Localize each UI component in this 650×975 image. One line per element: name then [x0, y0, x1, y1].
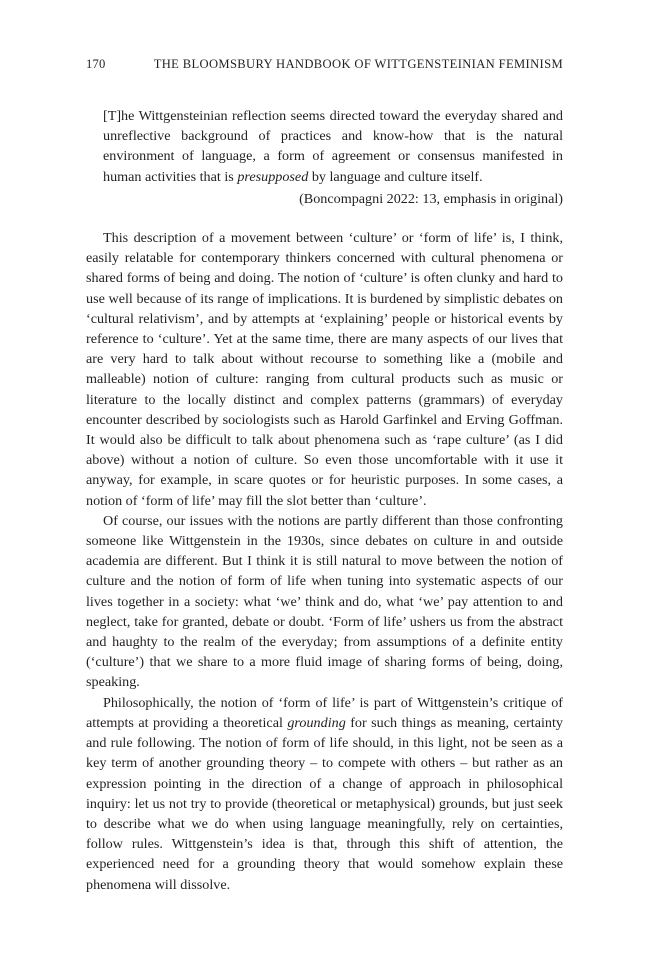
- body-text: [86, 228, 563, 895]
- quotation-text-after: by language and culture itself.: [308, 168, 483, 185]
- paragraph-3-emphasis: grounding: [287, 714, 346, 731]
- paragraph-2: Of course, our issues with the notions are partly different than those confronting someone like Wittgenstein in the 1930s, since debates on culture in and outside academia are different. But I think it is still natural to move between the notion of culture and the notion of form of life when tuning into systematic aspects of our lives together in a society: what ‘we’ think and do, what ‘we’ pay attention to and neglect, take for granted, debate or doubt. ‘Form of life’ ushers us from the abstract and haughty to the realm of the everyday; from assumptions of a definite entity (‘culture’) that we share to a more fluid image of sharing forms of being, doing, speaking.: [86, 512, 563, 691]
- quotation-emphasis: presupposed: [237, 168, 309, 185]
- quotation-citation: (Boncompagni 2022: 13, emphasis in original): [299, 190, 563, 207]
- paragraph-1: This description of a movement between ‘culture’ or ‘form of life’ is, I think, easily relatable for contemporary thinkers concerned with cultural phenomena or shared forms of being and doing. The notion of ‘culture’ is often clunky and hard to use well because of its range of implications. It is burdened by simplistic debates on ‘cultural relativism’, and by attempts at ‘explaining’ people or historical events by reference to ‘culture’. Yet at the same time, there are many aspects of our lives that are very hard to talk about without recourse to something like a (mobile and malleable) notion of culture: ranging from cultural products such as music or literature to the locally distinct and complex patterns (grammars) of everyday encounter described by sociologists such as Harold Garfinkel and Erving Goffman. It would also be difficult to talk about phenomena such as ‘rape culture’ (as I did above) without a notion of culture. So even those uncomfortable with it use it anyway, for example, in scare quotes or for heuristic purposes. In some cases, a notion of ‘form of life’ may fill the slot better than ‘culture’.: [86, 230, 563, 509]
- paragraph-3: [86, 693, 563, 895]
- page-number: 170: [86, 57, 106, 71]
- paragraph-3-after: for such things as meaning, certainty and rule following. The notion of form of life should, in this light, not be seen as a key term of another grounding theory – to compete with others – but rather as an expression pointing in the direction of a change of approach in philosophical inquiry: let us not try to provide (theoretical or metaphysical) grounds, but just seek to describe what we do when using language meaningfully, rely on certainties, follow rules. Wittgenstein’s idea is that, through this shift of attention, the experienced need for a grounding theory that would somehow explain these phenomena will dissolve.: [86, 714, 563, 893]
- running-head: [86, 56, 563, 72]
- book-page: [86, 56, 563, 895]
- paragraph-3-before: Philosophically, the notion of ‘form of life’ is part of Wittgenstein’s critique of attempts at providing a theoretical: [86, 694, 563, 731]
- quotation-text-before: [T]he Wittgensteinian reflection seems directed toward the everyday shared and unreflective background of practices and know-how that is the natural environment of language, a form of agreement or consensus manifested in human activities that is: [103, 108, 563, 185]
- quotation-text: [103, 106, 563, 187]
- running-title: THE BLOOMSBURY HANDBOOK OF WITTGENSTEINIAN FEMINISM: [153, 57, 563, 71]
- block-quotation: [103, 106, 563, 209]
